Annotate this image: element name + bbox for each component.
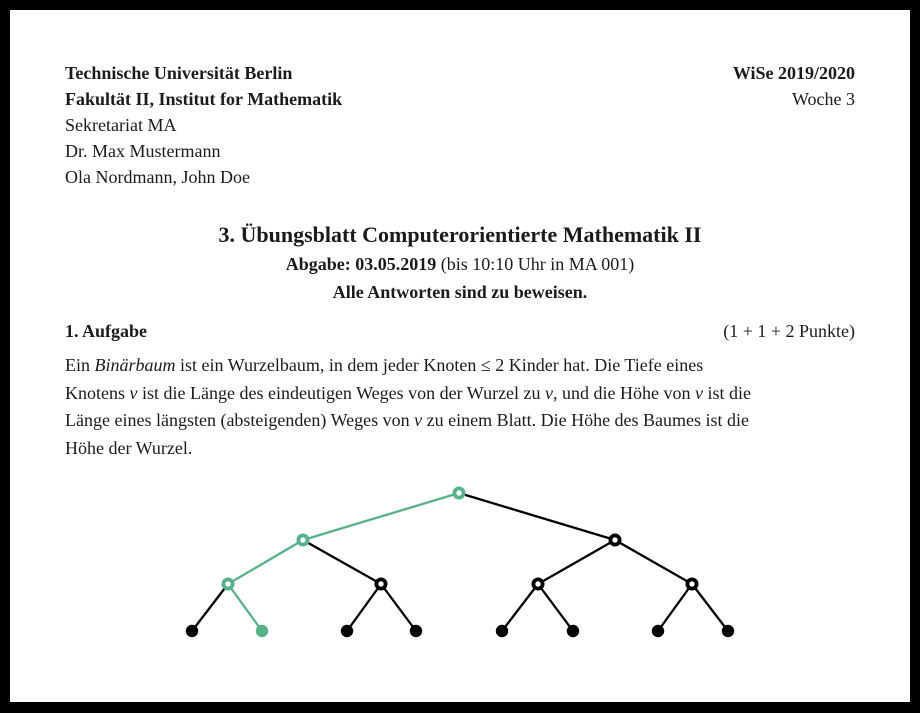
tree-edge [228, 540, 303, 584]
note-line: Alle Antworten sind zu beweisen. [332, 282, 588, 302]
task-header-row [65, 318, 855, 344]
task-points: (1 + 1 + 2 Punkte) [723, 321, 855, 341]
text-run: zu einem Blatt. Die Höhe des Baumes ist die [422, 410, 750, 430]
text-run: Binärbaum [94, 355, 176, 375]
tree-edge [538, 584, 573, 631]
tree-edge [615, 540, 692, 584]
tree-edge [459, 493, 615, 540]
text-line: Dr. Max Mustermann [65, 141, 221, 161]
tree-node-open [454, 488, 463, 497]
text-line [65, 407, 751, 435]
text-line: Technische Universität Berlin [65, 63, 293, 83]
text-run: Knotens [65, 382, 130, 403]
header-address-block [65, 60, 342, 190]
tree-edge [347, 584, 381, 631]
tree-node-leaf [256, 625, 268, 637]
tree-node-leaf [186, 625, 198, 637]
tree-edge [303, 540, 381, 584]
text-run: ist die [703, 382, 752, 403]
title-block [10, 220, 910, 306]
tree-node-open [298, 535, 307, 544]
tree-node-open [376, 579, 385, 588]
text-run: Abgabe: 03.05.2019 [285, 254, 437, 274]
text-run: v [695, 382, 704, 403]
text-line [65, 380, 751, 408]
tree-node-leaf [496, 625, 508, 637]
text-run: , und die Höhe von [553, 382, 696, 403]
document-header [65, 60, 855, 190]
text-run: ist ein Wurzelbaum, in dem jeder Knoten ≤ 2 Kinder hat. Die Tiefe eines [175, 355, 704, 375]
text-run: v [414, 410, 423, 430]
text-run: v [545, 382, 554, 403]
tree-edge [381, 584, 416, 631]
tree-node-leaf [652, 625, 664, 637]
text-line: Fakultät II, Institut for Mathematik [65, 89, 343, 109]
text-run: Länge eines längsten (absteigenden) Weges von [65, 410, 415, 430]
tree-edge [303, 493, 459, 540]
text-run: ist die Länge des eindeutigen Weges von der Wurzel zu [137, 382, 546, 403]
deadline-line [10, 250, 910, 278]
tree-node-open [533, 579, 542, 588]
text-line [65, 352, 751, 380]
tree-edge [692, 584, 728, 631]
task-heading: 1. Aufgabe [65, 321, 148, 341]
sheet-title: 3. Übungsblatt Computerorientierte Mathematik II [218, 222, 702, 247]
tree-edge [538, 540, 615, 584]
tree-node-leaf [341, 625, 353, 637]
text-line: Sekretariat MA [65, 115, 177, 135]
tree-edge [658, 584, 692, 631]
text-run: (bis 10:10 Uhr in MA 001) [436, 254, 635, 274]
tree-node-open [223, 579, 232, 588]
tree-node-open [610, 535, 619, 544]
text-run: Ein [65, 355, 95, 375]
task-paragraph [65, 352, 751, 462]
tree-edge [228, 584, 262, 631]
text-line: Woche 3 [791, 89, 855, 109]
text-run: Höhe der Wurzel. [65, 437, 193, 458]
tree-node-open [687, 579, 696, 588]
text-line: WiSe 2019/2020 [732, 63, 855, 83]
text-line [65, 435, 751, 463]
text-run: v [129, 382, 138, 403]
tree-node-leaf [410, 625, 422, 637]
tree-node-leaf [567, 625, 579, 637]
text-line: Ola Nordmann, John Doe [65, 167, 250, 187]
tree-node-leaf [722, 625, 734, 637]
tree-edge [502, 584, 538, 631]
tree-edge [192, 584, 228, 631]
header-meta-block [733, 60, 855, 190]
